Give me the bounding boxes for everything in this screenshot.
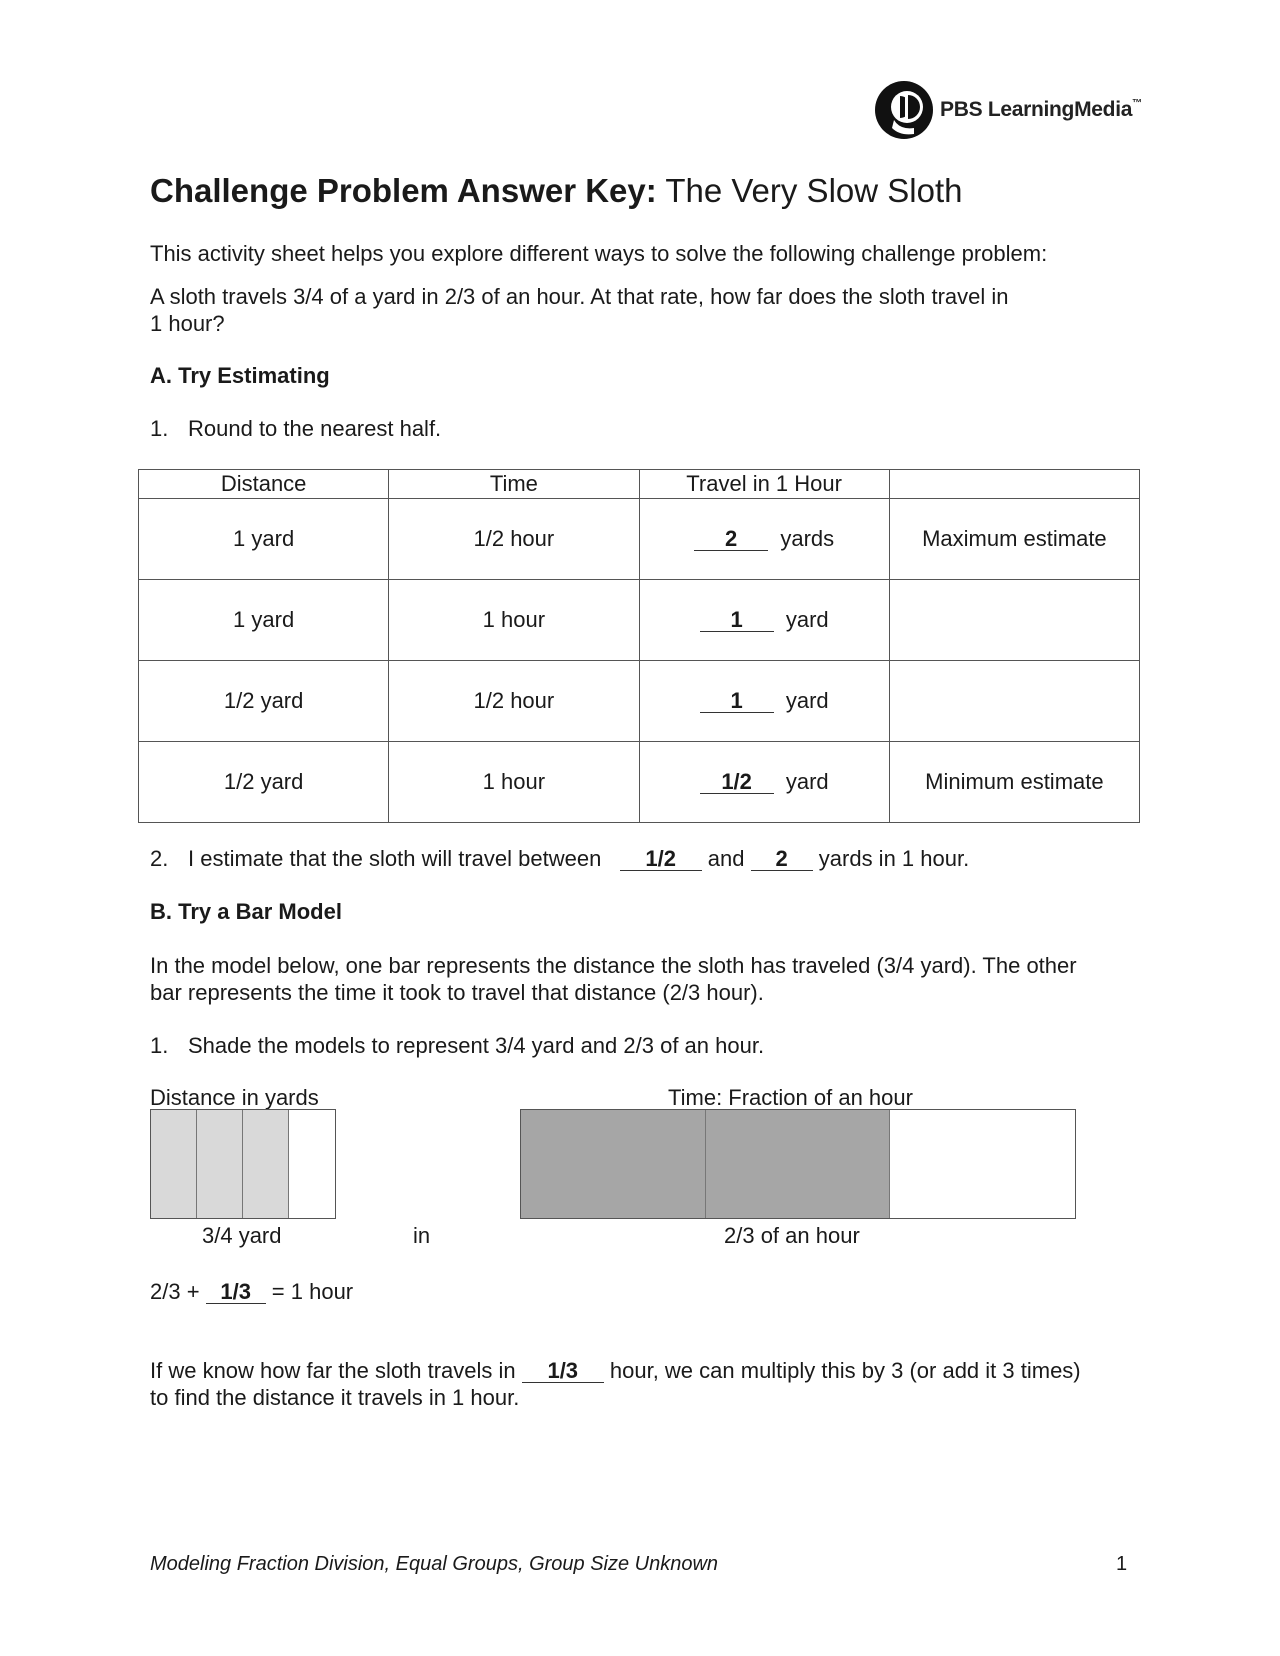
section-b-description: In the model below, one bar represents the distance the sloth has traveled (3/4 yard). The other bar represents the time it took to travel that distance (2/3 hour). <box>150 953 1077 1005</box>
cell-travel: 1/2 yard <box>639 742 889 823</box>
table-row <box>139 580 1140 661</box>
header-note <box>889 470 1139 499</box>
section-b-step-1: 1. Shade the models to represent 3/4 yard and 2/3 of an hour. <box>150 1033 765 1058</box>
equation: 2/3 + 1/3 = 1 hour <box>150 1279 354 1304</box>
table-header-row <box>139 470 1140 499</box>
page-number: 1 <box>1116 1553 1128 1575</box>
low-estimate-blank: 1/2 <box>620 848 702 871</box>
cell-travel: 1 yard <box>639 580 889 661</box>
cell-time: 1 hour <box>389 580 639 661</box>
problem-statement: A sloth travels 3/4 of a yard in 2/3 of an hour. At that rate, how far does the sloth travel in 1 hour? <box>150 284 1009 336</box>
header-travel: Travel in 1 Hour <box>639 470 889 499</box>
cell-travel: 1 yard <box>639 661 889 742</box>
cell-distance: 1/2 yard <box>139 742 389 823</box>
conclusion-blank: 1/3 <box>522 1360 604 1383</box>
bar-segment-shaded <box>521 1110 706 1218</box>
bar-segment-shaded <box>243 1110 289 1218</box>
table-row <box>139 742 1140 823</box>
page-title: Challenge Problem Answer Key: The Very Slow Sloth <box>150 172 963 209</box>
table-row <box>139 661 1140 742</box>
bar-segment-shaded <box>197 1110 243 1218</box>
section-b-heading: B. Try a Bar Model <box>150 899 342 924</box>
time-caption: 2/3 of an hour <box>724 1223 860 1248</box>
cell-time: 1/2 hour <box>389 661 639 742</box>
cell-distance: 1 yard <box>139 499 389 580</box>
answer-blank: 1 <box>700 609 774 632</box>
conclusion-text: If we know how far the sloth travels in 1/3 hour, we can multiply this by 3 (or add it 3 times) to find the distance it travels in 1 hour. <box>150 1358 1081 1410</box>
cell-note <box>889 661 1139 742</box>
header-distance: Distance <box>139 470 389 499</box>
equation-blank: 1/3 <box>206 1281 266 1304</box>
cell-note <box>889 580 1139 661</box>
cell-note: Minimum estimate <box>889 742 1139 823</box>
cell-time: 1/2 hour <box>389 499 639 580</box>
pbs-head-icon <box>874 80 934 140</box>
high-estimate-blank: 2 <box>751 848 813 871</box>
estimate-table <box>138 469 1140 823</box>
bar-segment-empty <box>289 1110 335 1218</box>
distance-bar <box>150 1109 336 1219</box>
intro-text: This activity sheet helps you explore different ways to solve the following challenge problem: <box>150 241 1048 266</box>
section-a-step-2: 2. I estimate that the sloth will travel between 1/2 and 2 yards in 1 hour. <box>150 846 970 871</box>
in-caption: in <box>413 1223 431 1248</box>
answer-blank: 1 <box>700 690 774 713</box>
cell-time: 1 hour <box>389 742 639 823</box>
cell-distance: 1/2 yard <box>139 661 389 742</box>
pbs-logo <box>874 80 1142 140</box>
bar-segment-shaded <box>151 1110 197 1218</box>
footer-text: Modeling Fraction Division, Equal Groups, Group Size Unknown <box>150 1553 719 1575</box>
distance-bar-label: Distance in yards <box>150 1085 319 1110</box>
cell-distance: 1 yard <box>139 580 389 661</box>
logo-text: PBS LearningMedia™ <box>940 98 1142 121</box>
header-time: Time <box>389 470 639 499</box>
bar-segment-empty <box>890 1110 1075 1218</box>
bar-segment-shaded <box>706 1110 891 1218</box>
distance-caption: 3/4 yard <box>202 1223 282 1248</box>
cell-note: Maximum estimate <box>889 499 1139 580</box>
section-a-heading: A. Try Estimating <box>150 363 330 388</box>
answer-blank: 1/2 <box>700 771 774 794</box>
cell-travel: 2 yards <box>639 499 889 580</box>
section-a-step-1: 1. Round to the nearest half. <box>150 416 442 441</box>
time-bar <box>520 1109 1076 1219</box>
time-bar-label: Time: Fraction of an hour <box>668 1085 913 1110</box>
table-row <box>139 499 1140 580</box>
answer-blank: 2 <box>694 528 768 551</box>
